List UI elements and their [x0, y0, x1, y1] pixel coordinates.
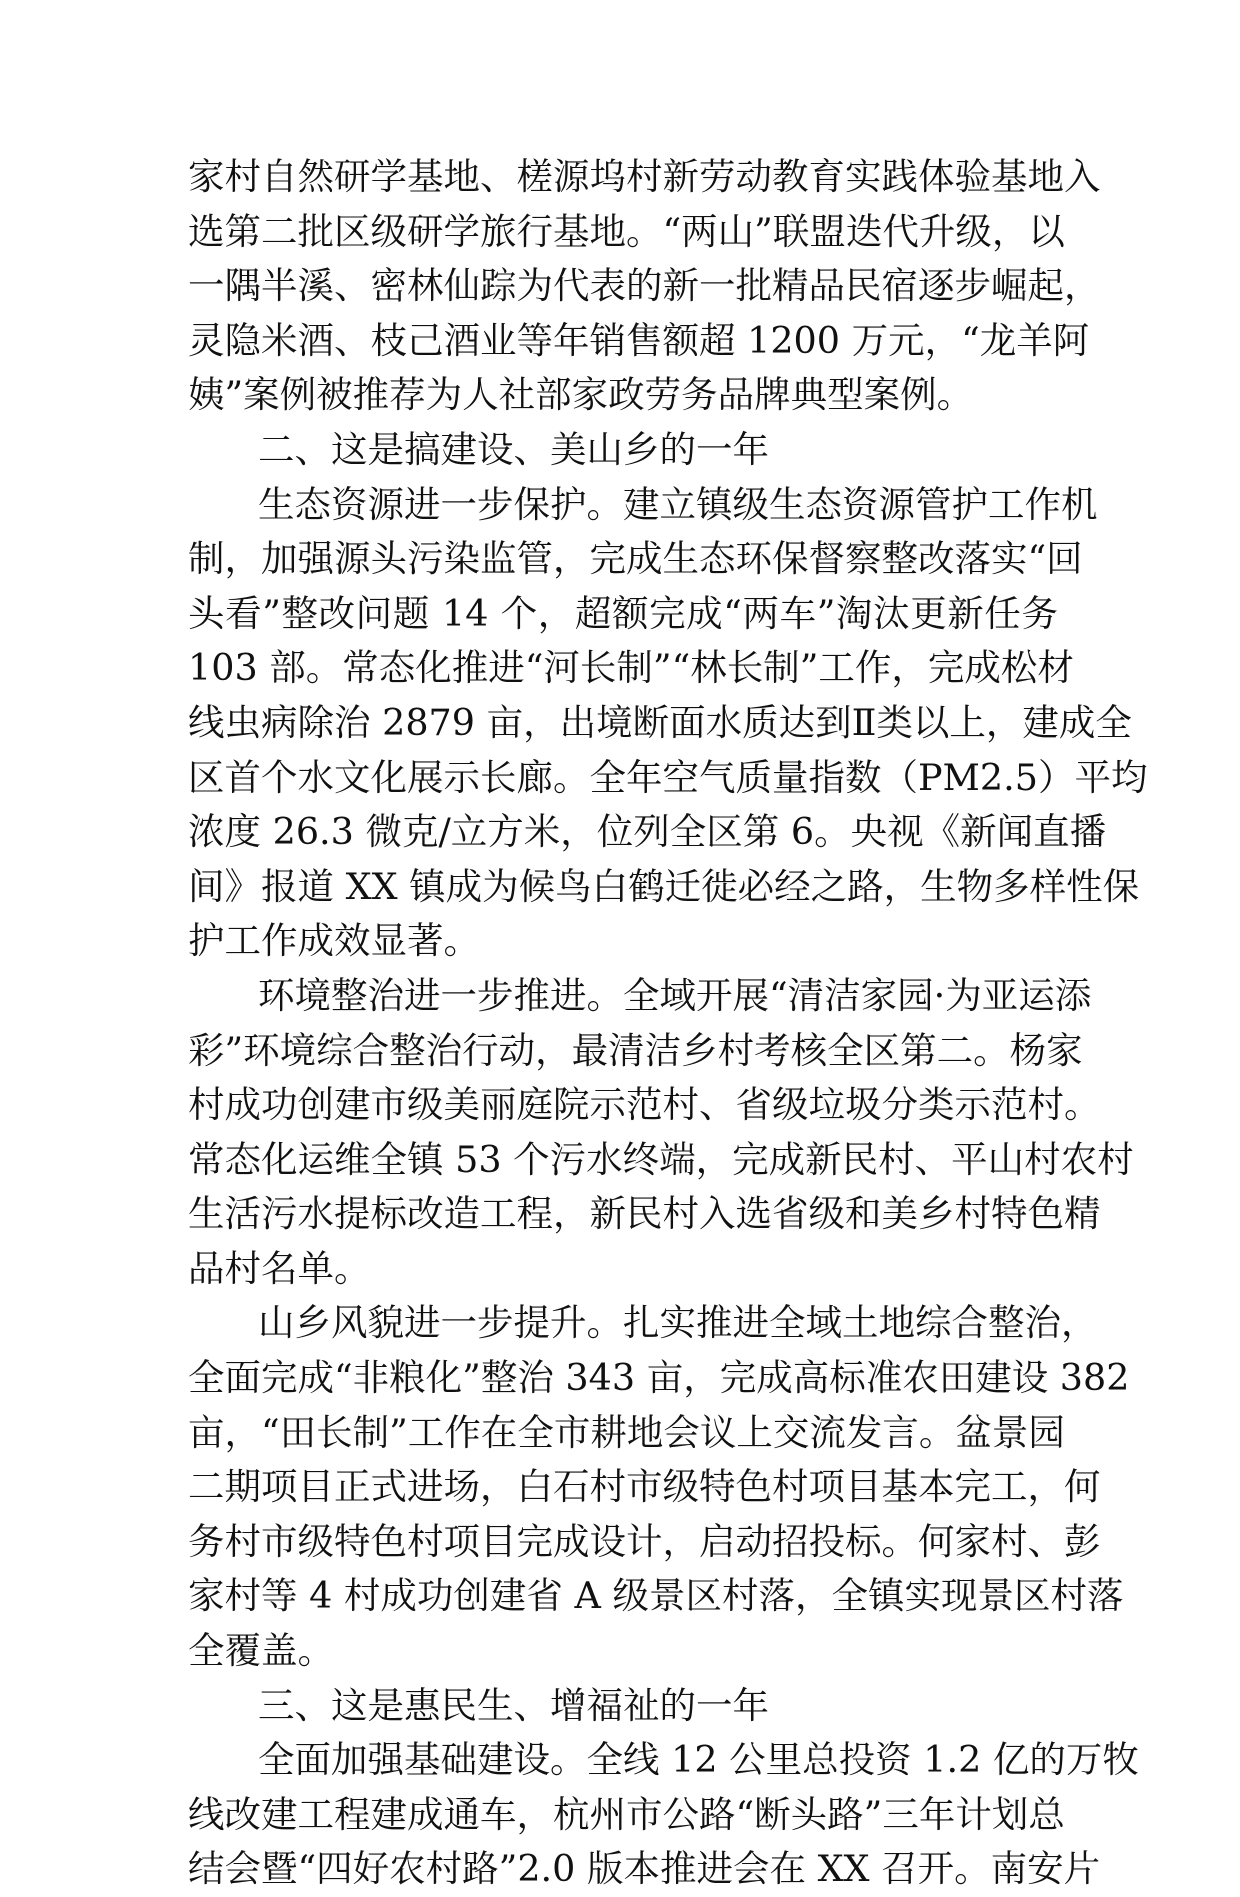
text-line: 一隅半溪、密林仙踪为代表的新一批精品民宿逐步崛起，: [188, 264, 1101, 308]
text-line: 线改建工程建成通车，杭州市公路“断头路”三年计划总: [188, 1792, 1065, 1836]
text-line: 103 部。常态化推进“河长制”“林长制”工作，完成松材: [188, 646, 1074, 690]
text-line: 二期项目正式进场，白石村市级特色村项目基本完工，何: [188, 1465, 1101, 1509]
text-line: 姨”案例被推荐为人社部家政劳务品牌典型案例。: [188, 373, 974, 417]
text-line: 品村名单。: [188, 1246, 371, 1290]
text-line: 选第二批区级研学旅行基地。“两山”联盟迭代升级，以: [188, 209, 1065, 253]
text-line: 家村等 4 村成功创建省 A 级景区村落，全镇实现景区村落: [188, 1574, 1124, 1618]
text-line: 常态化运维全镇 53 个污水终端，完成新民村、平山村农村: [188, 1137, 1134, 1181]
text-line: 生活污水提标改造工程，新民村入选省级和美乡村特色精: [188, 1192, 1101, 1236]
text-line: 制，加强源头污染监管，完成生态环保督察整改落实“回: [188, 537, 1083, 581]
text-line: 区首个水文化展示长廊。全年空气质量指数（PM2.5）平均: [188, 755, 1148, 799]
text-line: 间》报道 XX 镇成为候鸟白鹤迁徙必经之路，生物多样性保: [188, 864, 1140, 908]
text-line: 护工作成效显著。: [188, 919, 480, 963]
text-line: 浓度 26.3 微克/立方米，位列全区第 6。央视《新闻直播: [188, 810, 1107, 854]
text-line: 灵隐米酒、枝己酒业等年销售额超 1200 万元，“龙羊阿: [188, 318, 1090, 362]
text-line: 山乡风貌进一步提升。扎实推进全域土地综合整治，: [258, 1301, 1098, 1345]
text-line: 线虫病除治 2879 亩，出境断面水质达到Ⅱ类以上，建成全: [188, 700, 1132, 744]
text-line: 全面加强基础建设。全线 12 公里总投资 1.2 亿的万牧: [258, 1738, 1139, 1782]
text-line: 结会暨“四好农村路”2.0 版本推进会在 XX 召开。南安片: [188, 1847, 1101, 1891]
text-line: 村成功创建市级美丽庭院示范村、省级垃圾分类示范村。: [188, 1083, 1101, 1127]
text-line: 全面完成“非粮化”整治 343 亩，完成高标准农田建设 382: [188, 1356, 1130, 1400]
text-line: 务村市级特色村项目完成设计，启动招投标。何家村、彭: [188, 1519, 1101, 1563]
text-line: 亩，“田长制”工作在全市耕地会议上交流发言。盆景园: [188, 1410, 1065, 1454]
text-line: 家村自然研学基地、槎源坞村新劳动教育实践体验基地入: [188, 155, 1101, 198]
text-line: 头看”整改问题 14 个，超额完成“两车”淘汰更新任务: [188, 591, 1058, 635]
text-line: 彩”环境综合整治行动，最清洁乡村考核全区第二。杨家: [188, 1028, 1083, 1072]
text-line: 生态资源进一步保护。建立镇级生态资源管护工作机: [258, 482, 1098, 526]
document-page: [188, 150, 1148, 1897]
text-line: 环境整治进一步推进。全域开展“清洁家园·为亚运添: [258, 973, 1092, 1017]
section-heading: 二、这是搞建设、美山乡的一年: [258, 427, 769, 471]
text-line: 全覆盖。: [188, 1629, 334, 1673]
section-heading: 三、这是惠民生、增福祉的一年: [258, 1683, 769, 1727]
